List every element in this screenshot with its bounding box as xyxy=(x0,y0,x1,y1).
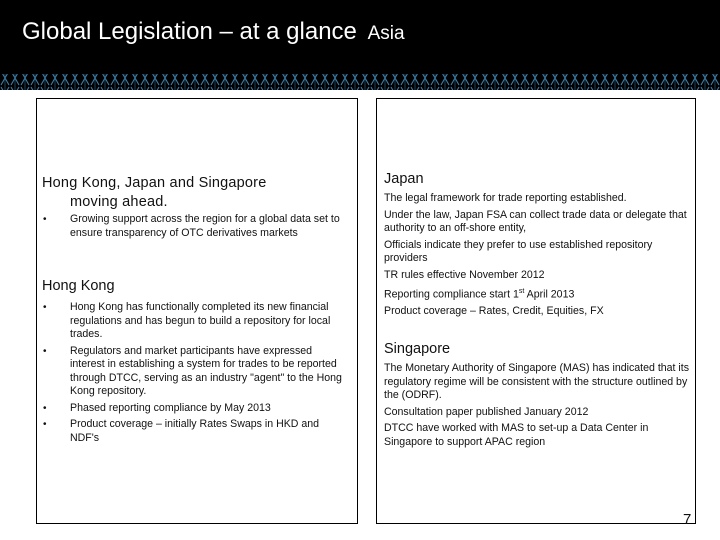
reporting-ordinal: st xyxy=(518,288,525,295)
intro-bullet-list xyxy=(42,213,348,243)
singapore-line: The Monetary Authority of Singapore (MAS) has indicated that its regulatory regime will be consistent with the structure outlined by the (ODRF). xyxy=(384,362,690,401)
list-item: • Phased reporting compliance by May 2013 xyxy=(42,402,348,416)
japan-text xyxy=(384,192,690,322)
list-item: • Product coverage – initially Rates Swaps in HKD and NDF's xyxy=(42,418,348,445)
title-main: Global Legislation – at a glance xyxy=(22,18,357,45)
singapore-heading: Singapore xyxy=(384,341,451,357)
japan-line: TR rules effective November 2012 xyxy=(384,268,545,281)
list-item: • Growing support across the region for a global data set to ensure transparency of OTC derivatives markets xyxy=(42,213,348,240)
left-heading-line1: Hong Kong, Japan and Singapore xyxy=(42,175,267,191)
page-number: 7 xyxy=(683,511,692,528)
left-heading xyxy=(42,174,342,212)
japan-line: Under the law, Japan FSA can collect trade data or delegate that authority to an off-shore entity, xyxy=(384,208,687,234)
japan-line: Product coverage – Rates, Credit, Equities, FX xyxy=(384,305,604,318)
header-bar xyxy=(0,0,720,70)
decorative-band xyxy=(0,70,720,96)
left-heading-line2: moving ahead. xyxy=(70,194,168,210)
slide-title xyxy=(22,18,405,46)
japan-reporting-line xyxy=(384,285,690,302)
list-item: • Hong Kong has functionally completed its new financial regulations and has begun to build a repository for local trades. xyxy=(42,301,348,342)
japan-heading: Japan xyxy=(384,171,424,187)
japan-line: The legal framework for trade reporting established. xyxy=(384,192,627,204)
singapore-line: DTCC have worked with MAS to set-up a Data Center in Singapore to support APAC region xyxy=(384,422,649,448)
hong-kong-bullet-list xyxy=(42,301,348,448)
singapore-line: Consultation paper published January 2012 xyxy=(384,405,589,418)
reporting-prefix: Reporting compliance start 1 xyxy=(384,288,519,301)
title-region: Asia xyxy=(367,23,405,44)
reporting-suffix: April 2013 xyxy=(524,288,575,301)
japan-line: Officials indicate they prefer to use established repository providers xyxy=(384,238,653,264)
singapore-text xyxy=(384,362,690,452)
list-item: • Regulators and market participants have expressed interest in establishing a system for trades to be reported through DTCC, serving as an industry "agent" to the Hong Kong repository. xyxy=(42,345,348,399)
hong-kong-heading: Hong Kong xyxy=(42,278,115,294)
